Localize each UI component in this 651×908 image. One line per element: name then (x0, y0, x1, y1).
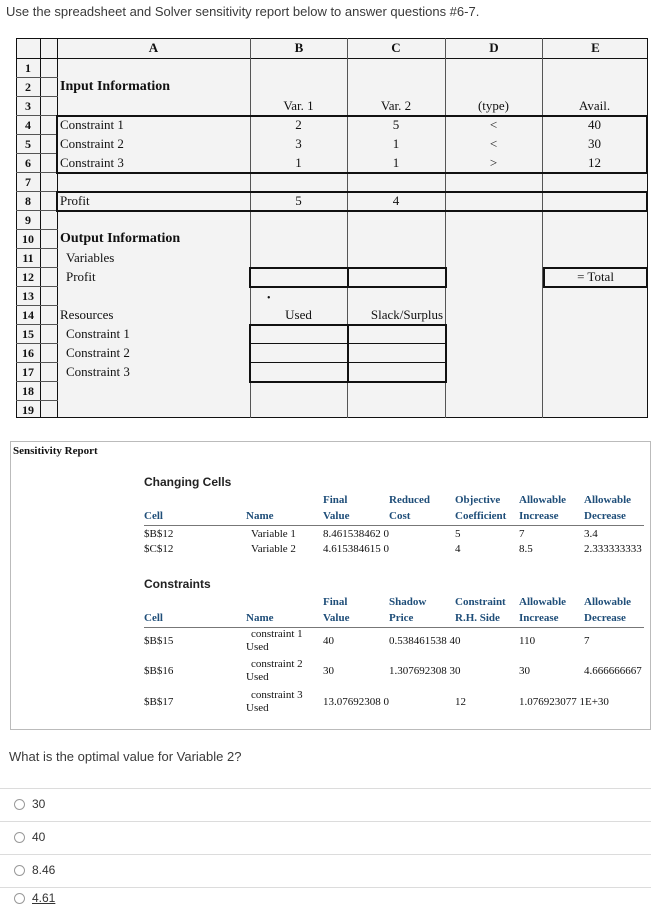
row-number: 5 (25, 137, 31, 151)
c-shadow-header: Shadow (389, 596, 427, 608)
question-prompt: Use the spreadsheet and Solver sensitivity report below to answer questions #6-7. (6, 4, 480, 19)
cc-row-coef: 5 (455, 528, 461, 540)
cursor-dot: • (267, 293, 271, 304)
constraint-1-v2: 5 (392, 117, 400, 132)
answer-option[interactable] (0, 821, 651, 855)
c-rhs-header-2: R.H. Side (455, 612, 500, 624)
c-row-dec: 1.076923077 1E+30 (519, 696, 609, 708)
constraint-1-label: Constraint 1 (60, 117, 124, 132)
radio-button-icon[interactable] (14, 893, 25, 904)
row-number: 18 (22, 384, 34, 398)
c-row-name: constraint 3 (251, 689, 303, 701)
cc-final-header-2: Value (323, 510, 350, 522)
cc-row-final-reduced: 8.461538462 0 (323, 528, 389, 540)
constraint-1-avail: 40 (588, 117, 601, 132)
row-number: 19 (22, 403, 34, 417)
changing-cells-title: Changing Cells (144, 475, 232, 489)
row-number: 1 (25, 61, 31, 75)
cc-name-header: Name (246, 510, 274, 522)
cc-row-final-reduced: 4.615384615 0 (323, 543, 389, 555)
cc-allow-inc-header: Allowable (519, 494, 567, 506)
c-row-shadow-rhs: 1.307692308 30 (389, 665, 461, 677)
row-number: 15 (22, 327, 34, 341)
input-information-title: Input Information (60, 79, 171, 94)
row-number: 3 (25, 99, 31, 113)
answer-option[interactable] (0, 788, 651, 822)
resources-label: Resources (60, 307, 114, 322)
c-row-inc: 30 (519, 665, 530, 677)
cc-allow-inc-header-2: Increase (519, 510, 559, 522)
c-cell-header: Cell (144, 612, 163, 624)
c-row-final: 30 (323, 665, 334, 677)
row-number: 14 (22, 308, 34, 322)
cc-row-dec: 3.4 (584, 528, 598, 540)
cc-row-inc: 7 (519, 528, 525, 540)
constraint-3-v1: 1 (295, 155, 302, 170)
col-header-b: B (294, 40, 304, 55)
c-row-name: constraint 2 (251, 658, 303, 670)
profit-label: Profit (60, 193, 90, 208)
cc-row-inc: 8.5 (519, 543, 533, 555)
c-row-cell: $B$15 (144, 635, 174, 647)
constraint-2-type: < (489, 136, 498, 151)
radio-button-icon[interactable] (14, 865, 25, 876)
c-row-inc: 12 (455, 696, 466, 708)
c-row-cell: $B$16 (144, 665, 174, 677)
cc-row-coef: 4 (455, 543, 461, 555)
cc-cell-header: Cell (144, 510, 163, 522)
answer-option[interactable] (0, 854, 651, 888)
cc-row-name: Variable 2 (251, 543, 296, 555)
answer-option-label: 8.46 (32, 863, 56, 877)
col-header-a: A (148, 40, 159, 55)
cc-allow-dec-header: Allowable (584, 494, 632, 506)
output-information-title: Output Information (60, 231, 181, 246)
c-shadow-header-2: Price (389, 612, 414, 624)
cc-objective-header-2: Coefficient (455, 510, 507, 522)
row-number: 17 (22, 365, 34, 379)
cc-row-dec: 2.333333333 (584, 543, 642, 555)
constraint-2-v1: 3 (295, 136, 302, 151)
row-number: 7 (25, 175, 31, 189)
cc-row-cell: $B$12 (144, 528, 174, 540)
type-header: (type) (477, 98, 510, 113)
c-row-name-used: Used (246, 641, 269, 653)
cc-row-name: Variable 1 (251, 528, 296, 540)
row-number: 13 (22, 289, 34, 303)
resource-row-label: Constraint 1 (66, 326, 130, 341)
c-row-shadow-rhs: 0.538461538 40 (389, 635, 461, 647)
var1-header: Var. 1 (283, 98, 314, 113)
cc-reduced-header: Reduced (389, 494, 430, 506)
resource-row-label: Constraint 3 (66, 364, 130, 379)
c-row-name: constraint 1 (251, 628, 303, 640)
row-number: 10 (22, 232, 34, 246)
c-allow-dec-header-2: Decrease (584, 612, 626, 624)
answer-option-label: 40 (32, 830, 46, 844)
constraint-3-avail: 12 (588, 155, 601, 170)
cc-reduced-header-2: Cost (389, 510, 411, 522)
constraint-2-label: Constraint 2 (60, 136, 124, 151)
total-label: = Total (577, 269, 614, 284)
radio-button-icon[interactable] (14, 832, 25, 843)
c-row-cell: $B$17 (144, 696, 174, 708)
question-text: What is the optimal value for Variable 2? (9, 749, 242, 764)
constraint-1-v1: 2 (295, 117, 302, 132)
c-row-inc: 110 (519, 635, 536, 647)
row-number: 9 (25, 213, 31, 227)
profit-label-2: Profit (66, 269, 96, 284)
c-final-header-2: Value (323, 612, 350, 624)
spreadsheet-image (16, 38, 648, 418)
row-number: 16 (22, 346, 34, 360)
c-allow-inc-header: Allowable (519, 596, 567, 608)
c-rhs-header: Constraint (455, 596, 506, 608)
constraint-3-v2: 1 (392, 155, 400, 170)
c-name-header: Name (246, 612, 274, 624)
row-number: 6 (25, 156, 31, 170)
c-row-name-used: Used (246, 671, 269, 683)
row-number: 12 (22, 270, 34, 284)
cc-allow-dec-header-2: Decrease (584, 510, 626, 522)
c-allow-dec-header: Allowable (584, 596, 632, 608)
report-title: Sensitivity Report (13, 445, 98, 457)
avail-header: Avail. (578, 98, 611, 113)
answer-option-label: 4.61 (32, 891, 56, 905)
c-row-dec: 7 (584, 635, 590, 647)
profit-v2: 4 (392, 193, 400, 208)
c-final-header: Final (323, 596, 348, 608)
row-number: 8 (25, 194, 31, 208)
answer-option[interactable] (0, 887, 651, 908)
row-number: 2 (25, 80, 31, 94)
c-row-dec: 4.666666667 (584, 665, 642, 677)
c-row-final: 40 (323, 635, 334, 647)
cc-objective-header: Objective (455, 494, 501, 506)
resource-row-label: Constraint 2 (66, 345, 130, 360)
cc-final-header: Final (323, 494, 348, 506)
row-number: 4 (25, 118, 31, 132)
constraint-1-type: < (489, 117, 498, 132)
constraint-3-type: > (489, 155, 498, 170)
radio-button-icon[interactable] (14, 799, 25, 810)
used-header: Used (285, 307, 312, 322)
constraint-2-v2: 1 (392, 136, 400, 151)
c-allow-inc-header-2: Increase (519, 612, 559, 624)
c-row-name-used: Used (246, 702, 269, 714)
constraints-title: Constraints (144, 577, 211, 591)
col-header-d: D (489, 40, 499, 55)
sensitivity-report-image (10, 441, 651, 730)
var2-header: Var. 2 (380, 98, 412, 113)
constraint-3-label: Constraint 3 (60, 155, 124, 170)
col-header-e: E (591, 40, 600, 55)
col-header-c: C (391, 40, 401, 55)
slack-surplus-header: Slack/Surplus (370, 307, 444, 322)
row-number: 11 (22, 251, 34, 265)
variables-label: Variables (66, 250, 115, 265)
c-row-final: 13.07692308 0 (323, 696, 389, 708)
answer-option-label: 30 (32, 797, 46, 811)
profit-v1: 5 (295, 193, 302, 208)
constraint-2-avail: 30 (588, 136, 601, 151)
cc-row-cell: $C$12 (144, 543, 174, 555)
